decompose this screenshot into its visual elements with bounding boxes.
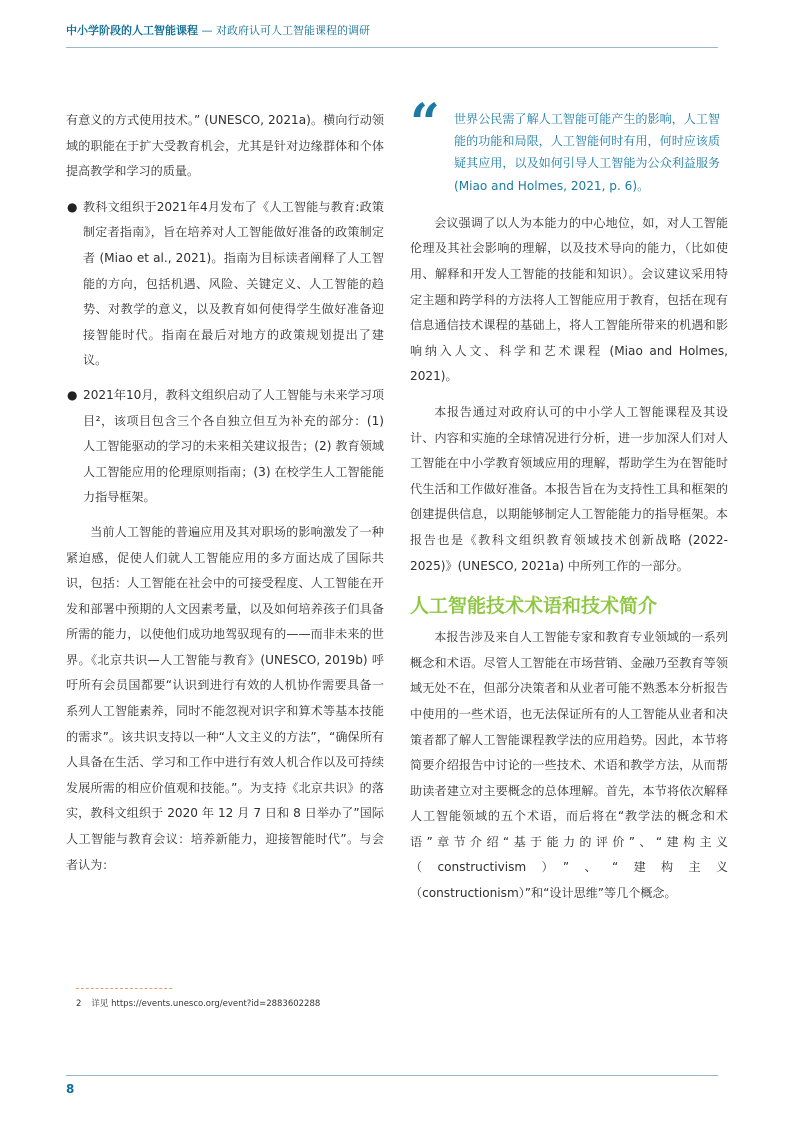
terms-paragraph: 本报告涉及来自人工智能专家和教育专业领域的一系列概念和术语。尽管人工智能在市场营销、金融乃至教育等领域无处不在，但部分决策者和从业者可能不熟悉本分析报告中使用的一些术语，也无法保证所有的人工智能从业者和决策者都了解人工智能课程教学法的应用趋势。因此，本节将简要介绍报告中讨论的一些技术、术语和教学方法，从而帮助读者建立对主要概念的总体理解。首先，本节将依次解释人工智能领域的五个术语，而后将在“教学法的概念和术语”章节介绍“基于能力的评价”、“建构主义（constructivism）”、“建构主义（constructionism）”和“设计思维”等几个概念。 [410,630,728,901]
list-item [66,383,384,511]
bullet-list [66,195,384,511]
list-item [66,195,384,374]
header-title-rest: — 对政府认可人工智能课程的调研 [198,24,370,37]
bullet-icon: ● [67,387,78,402]
running-header-text [66,24,726,38]
report-paragraph: 本报告通过对政府认可的中小学人工智能课程及其设计、内容和实施的全球情况进行分析，进一步加深人们对人工智能在中小学教育领域应用的理解，帮助学生为在智能时代生活和工作做好准备。本报告旨在为支持性工具和框架的创建提供信息，以期能够制定人工智能能力的指导框架。本报告也是《教科文组织教育领域技术创新战略 (2022-2025)》(UNESCO, 2021a) 中所列工作的一部分。 [410,404,728,573]
footnote-divider [76,988,172,989]
conference-paragraph: 会议强调了以人为本能力的中心地位，如，对人工智能伦理及其社会影响的理解，以及技术导向的能力，（比如使用、解释和开发人工智能的技能和知识）。会议建议采用特定主题和跨学科的方法将人工智能应用于教育，包括在现有信息通信技术课程的基础上，将人工智能所带来的机遇和影响纳入人文、科学和艺术课程 (Miao and Holmes, 2021)。 [410,215,728,384]
footer-divider [66,1075,718,1076]
header-divider [66,47,718,48]
footnote-text: 详见 https://events.unesco.org/event?id=2883602288 [91,999,321,1009]
pull-quote [410,93,728,197]
running-header [66,24,726,38]
header-title-bold: 中小学阶段的人工智能课程 [66,24,198,37]
footnote [76,997,330,1009]
bullet-text: 教科文组织于2021年4月发布了《人工智能与教育:政策制定者指南》，旨在培养对人工智能做好准备的政策制定者 (Miao et al., 2021)。指南为目标读者阐释了人工智能的方向，包括机遇、风险、关键定义、人工智能的趋势、对教学的意义，以及教育如何使得学生做好准备迎接智能时代。指南在最后对地方的政策规划提出了建议。 [83,199,384,368]
left-column [66,108,384,878]
section-heading: 人工智能技术术语和技术简介 [410,595,658,618]
intro-paragraph: 有意义的方式使用技术。” (UNESCO, 2021a)。横向行动领域的职能在于扩大受教育机会，尤其是针对边缘群体和个体提高教学和学习的质量。 [66,113,384,179]
footnote-number: 2 [76,999,82,1009]
bullet-text: 2021年10月，教科文组织启动了人工智能与未来学习项目²，该项目包含三个各自独立但互为补充的部分：(1) 人工智能驱动的学习的未来相关建议报告；(2) 教育领域人工智能应用的伦理原则指南；(3) 在校学生人工智能能力指导框架。 [83,387,384,505]
quote-mark-icon: “ [410,93,440,154]
bullet-icon: ● [67,199,78,214]
page-number: 8 [66,1082,75,1096]
right-column [410,93,728,907]
consensus-paragraph: 当前人工智能的普遍应用及其对职场的影响激发了一种紧迫感，促使人们就人工智能应用的多方面达成了国际共识，包括：人工智能在社会中的可接受程度、人工智能在开发和部署中预期的人文因素考量，以及如何培养孩子们具备所需的能力，以使他们成功地驾驭现有的——而非未来的世界。《北京共识—人工智能与教育》(UNESCO, 2019b) 呼吁所有会员国都要“认识到进行有效的人机协作需要具备一系列人工智能素养，同时不能忽视对识字和算术等基本技能的需求”。该共识支持以一种“人文主义的方法”，“确保所有人具备在生活、学习和工作中进行有效人机合作以及可持续发展所需的相应价值观和技能。”。为支持《北京共识》的落实，教科文组织于 2020 年 12 月 7 日和 8 日举办了”国际人工智能与教育会议：培养新能力，迎接智能时代”。与会者认为： [66,524,384,872]
quote-text: 世界公民需了解人工智能可能产生的影响，人工智能的功能和局限，人工智能何时有用，何时应该质疑其应用，以及如何引导人工智能为公众利益服务 (Miao and Holmes, 2021, p. 6)。 [454,112,721,193]
